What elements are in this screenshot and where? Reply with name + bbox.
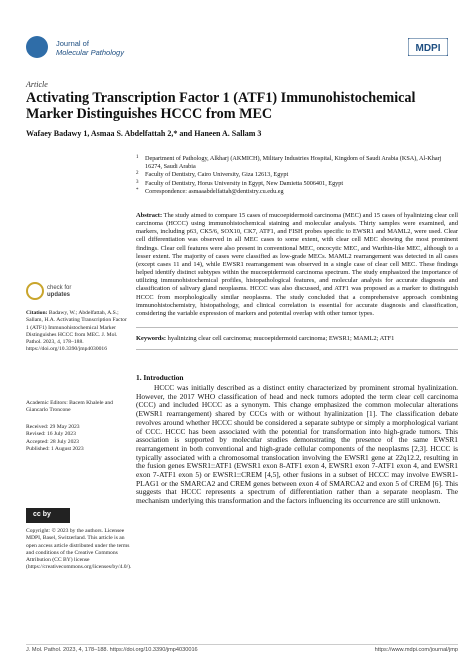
revised-date: Revised: 16 July 2023 (26, 431, 76, 438)
abstract-text: The study aimed to compare 15 cases of mucoepidermoid carcinoma (MEC) and 15 cases of hyalinizing clear cell carcinoma (HCCC) using immunohistochemical staining and molecular analysis. Thirty samples were examined, and markers, including p63, CK5/6, SOX10, CK7, ATF1, and FISH probes specific to EWSR1 and MAML2, were used. Clear cell differentiation was observed in all MEC cases to some extent, with clear cell MEC showing the most prominent findings. Clear cell features were also present in conventional MEC, oncocytic MEC, and Warthin-like MEC, although to a lesser extent. The majority of cases were classified as low-grade MECs. MAML2 rearrangement was detected in all cases (except cases 11 and 14), while EWSR1 rearrangement was observed in a single case of clear cell MEC. These findings helped identify distinct subtypes within the mucoepidermoid carcinoma spectrum. The study emphasized the importance of utilizing immunohistochemical profiles, histopathological features, and molecular analysis for accurate diagnosis and classification of salivary gland neoplasms. HCCC was also discussed, and ATF1 was proposed as a marker to distinguish HCCC from morphologically similar neoplasms. The study concluded that a comprehensive approach combining immunohistochemistry, histopathology, and clinical correlation is essential for accurate diagnosis and classification, considering the variable expression of markers and potential overlap with other tumor types. (136, 212, 458, 317)
keywords (136, 335, 458, 343)
citation-block (26, 310, 131, 354)
correspondence[interactable]: * Correspondence: asmaaabdelfattah@dentistry.cu.edu.eg (136, 187, 284, 195)
keywords-text: hyalinizing clear cell carcinoma; mucoepidermoid carcinoma; EWSR1; MAML2; ATF1 (167, 335, 395, 342)
keywords-label: Keywords: (136, 335, 167, 342)
divider (136, 349, 458, 350)
intro-paragraph: HCCC was initially described as a distinct entity characterized by prominent stromal hyalinization. However, the 2017 WHO classification of head and neck tumors adopted the term clear cell carcinoma (CCC) and included HCCC as a synonym. This change emphasized the common molecular alterations (EWSR1 rearrangement) shared by CCCs with or without hyalinization [1]. The classification debate revolves around whether HCCC should be considered a separate subtype or simply a morphological variant of CCC. HCCC has been associated with the potential for transformation into high-grade tumors. This association is supported by molecular studies demonstrating the presence of the same EWSR1 rearrangement in both conventional and high-grade cellular components of the neoplasms [2,3]. HCCC is typically associated with a chromosomal translocation involving the EWSR1 gene at 22q12.2, resulting in the fusion genes EWSR1::ATF1 (EWSR1 exon 8-ATF1 exon 4, EWSR1 exon 7-ATF1 exon 4, and EWSR1 exon 7-ATF1 exon 5) or EWSR1::CREM [4,5], other fusions in a subset of HCCC may involve EWSR1-PLAG1 or the SMARCA2 and CREM genes between exon 4 of SMARCA2 and exon 5 of CREM [6]. This suggests that HCCC represents a spectrum of differentiation rather than a separate neoplasm. The mechanism underlying this transformation and the factors influencing its occurrence are still unknown. (136, 383, 458, 506)
cc-by-badge[interactable] (26, 508, 70, 523)
divider (136, 327, 458, 328)
journal-name-line2: Molecular Pathology (56, 48, 124, 57)
footer-citation[interactable]: J. Mol. Pathol. 2023, 4, 178–188. https://doi.org/10.3390/jmp4030016 (26, 647, 198, 653)
affiliations (136, 155, 456, 196)
journal-name[interactable] (56, 39, 124, 57)
updates-line2: updates (47, 292, 71, 298)
accepted-date: Accepted: 28 July 2023 (26, 438, 79, 445)
affiliation-2: 2 Faculty of Dentistry, Cairo University, Giza 12613, Egypt (136, 171, 289, 179)
article-title: Activating Transcription Factor 1 (ATF1) Immunohistochemical Marker Distinguishes HCCC from MEC (26, 90, 416, 122)
citation-text: Badawy, W.; Abdelfattah, A.S.; Sallam, H.A. Activating Transcription Factor 1 (ATF1) Immunohistochemical Marker Distinguishes HCCC from MEC. J. Mol. Pathol. 2023, 4, 178–188. https://doi.org/10.3390/jmp4030016 (26, 310, 127, 353)
mdpi-label: MDPI (415, 43, 441, 54)
updates-line1: check for (47, 285, 72, 291)
journal-name-line1: Journal of (56, 39, 89, 48)
published-date: Published: 1 August 2023 (26, 445, 84, 452)
affiliation-3: 3 Faculty of Dentistry, Horus University in Egypt, New Damietta 5006401, Egypt (136, 179, 344, 187)
abstract-label: Abstract: (136, 212, 163, 219)
received-date: Received: 29 May 2023 (26, 424, 80, 430)
cc-label: cc by (33, 511, 51, 518)
footer-journal-link[interactable]: https://www.mdpi.com/journal/jmp (374, 647, 458, 653)
introduction-text (136, 384, 458, 506)
copyright: Copyright: © 2023 by the authors. Licensee MDPI, Basel, Switzerland. This article is an open access article distributed under the terms and conditions of the Creative Commons Attribution (CC BY) license (https://creativecommons.org/licenses/by/4.0/). (26, 528, 132, 571)
citation-label: Citation: (26, 310, 48, 316)
academic-editors: Academic Editors: Bacem Khalele and Giancarlo Troncone (26, 400, 113, 414)
check-updates-icon (26, 282, 44, 300)
abstract (136, 212, 458, 318)
check-for-updates-button[interactable] (26, 282, 86, 304)
mdpi-logo[interactable] (408, 38, 448, 56)
authors: Wafaey Badawy 1, Asmaa S. Abdelfattah 2,* and Haneen A. Sallam 3 (26, 129, 262, 138)
dates (26, 424, 131, 453)
affiliation-1: 1 Department of Pathology, Alkharj (AKMICH), Military Industries Hospital, Kingdom of Saudi Arabia (KSA), Al-Kharj 16274, Saudi Arabia (136, 155, 442, 171)
journal-logo (26, 36, 48, 58)
footer (26, 644, 458, 653)
section-heading: 1. Introduction (136, 373, 184, 382)
article-type: Article (26, 80, 48, 89)
